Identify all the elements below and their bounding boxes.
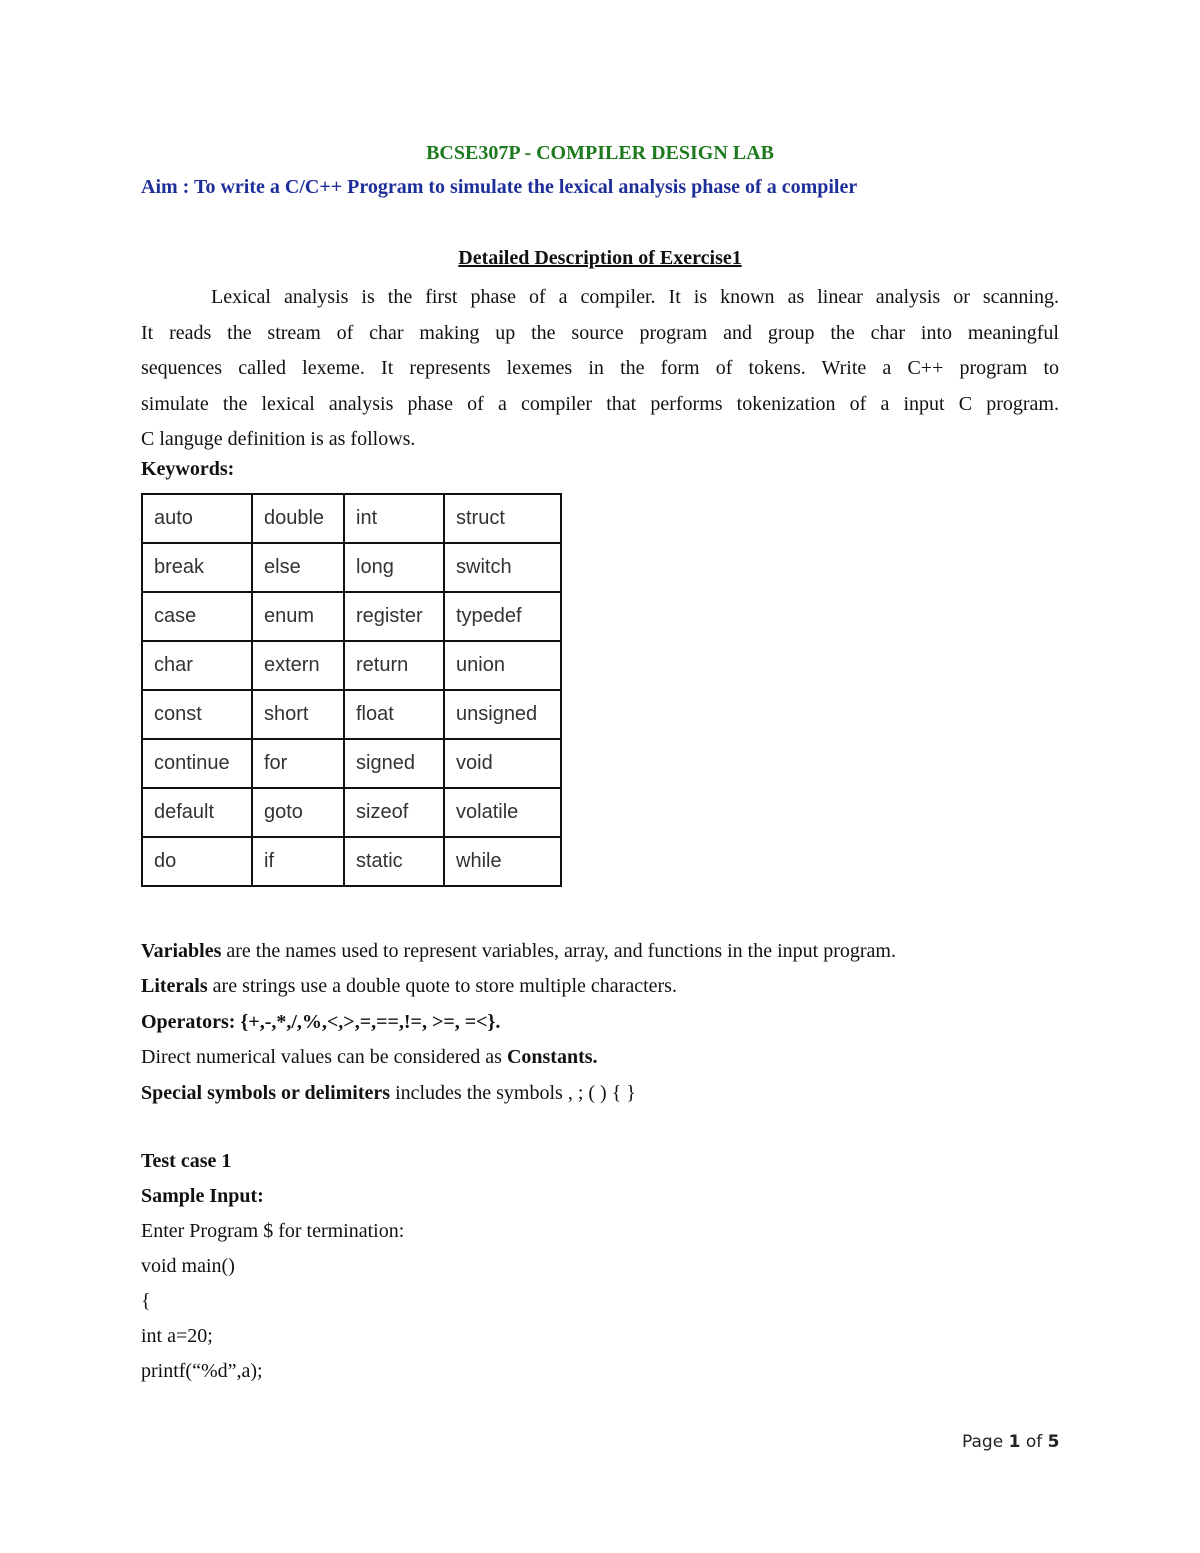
keyword-cell: long <box>344 543 444 592</box>
keyword-cell: else <box>252 543 344 592</box>
description-line: It reads the stream of char making up the source program and group the char into meaningful <box>141 321 1059 344</box>
description-line: Lexical analysis is the first phase of a compiler. It is known as linear analysis or scanning. <box>211 286 1059 308</box>
definition-text: are strings use a double quote to store multiple characters. <box>207 975 677 997</box>
keyword-cell: struct <box>444 494 561 543</box>
description-line: C languge definition is as follows. <box>141 428 416 450</box>
keyword-cell: short <box>252 690 344 739</box>
table-row <box>142 592 561 641</box>
keyword-cell: signed <box>344 739 444 788</box>
page-number: 1 <box>1008 1432 1021 1452</box>
keyword-cell: if <box>252 837 344 886</box>
test-case-title: Test case 1 <box>141 1150 232 1172</box>
definition-term: Literals <box>141 975 208 997</box>
sample-input-label: Sample Input: <box>141 1185 264 1207</box>
keyword-cell: default <box>142 788 252 837</box>
table-row <box>142 739 561 788</box>
keyword-cell: unsigned <box>444 690 561 739</box>
keyword-cell: volatile <box>444 788 561 837</box>
keyword-cell: register <box>344 592 444 641</box>
keyword-cell: union <box>444 641 561 690</box>
sample-input-line: Enter Program $ for termination: <box>141 1220 405 1242</box>
definition-text: includes the symbols , ; ( ) { } <box>390 1082 636 1104</box>
keywords-heading: Keywords: <box>141 458 235 480</box>
keyword-cell: static <box>344 837 444 886</box>
keyword-cell: auto <box>142 494 252 543</box>
constants-definition <box>141 1040 1141 1076</box>
sample-input-line: printf(“%d”,a); <box>141 1360 263 1382</box>
table-row <box>142 641 561 690</box>
keyword-cell: void <box>444 739 561 788</box>
keyword-cell: switch <box>444 543 561 592</box>
variables-definition <box>141 934 1141 970</box>
table-row <box>142 543 561 592</box>
sample-input-line: { <box>141 1290 151 1312</box>
description-paragraph <box>141 280 1059 458</box>
definition-term: Variables <box>141 940 222 962</box>
keyword-cell: extern <box>252 641 344 690</box>
definition-text: are the names used to represent variables, array, and functions in the input program. <box>221 940 896 962</box>
keyword-cell: int <box>344 494 444 543</box>
keywords-table <box>141 493 562 887</box>
literals-definition <box>141 969 1141 1005</box>
keyword-cell: do <box>142 837 252 886</box>
keyword-cell: sizeof <box>344 788 444 837</box>
description-line: sequences called lexeme. It represents lexemes in the form of tokens. Write a C++ program to <box>141 357 1059 379</box>
table-row <box>142 788 561 837</box>
keyword-cell: enum <box>252 592 344 641</box>
table-row <box>142 494 561 543</box>
sample-input-line: void main() <box>141 1255 235 1277</box>
aim-statement: Aim : To write a C/C++ Program to simulate the lexical analysis phase of a compiler <box>141 176 858 198</box>
keyword-cell: case <box>142 592 252 641</box>
sample-input-line: int a=20; <box>141 1325 213 1347</box>
table-row <box>142 690 561 739</box>
total-pages: 5 <box>1047 1432 1060 1452</box>
page-word: Page <box>962 1432 1004 1452</box>
keyword-cell: typedef <box>444 592 561 641</box>
keyword-cell: double <box>252 494 344 543</box>
definition-text: Direct numerical values can be considered as <box>141 1046 507 1068</box>
keyword-cell: return <box>344 641 444 690</box>
keyword-cell: float <box>344 690 444 739</box>
table-row <box>142 837 561 886</box>
keyword-cell: for <box>252 739 344 788</box>
keyword-cell: while <box>444 837 561 886</box>
keyword-cell: char <box>142 641 252 690</box>
page-footer <box>962 1432 1059 1452</box>
definition-term: Special symbols or delimiters <box>141 1082 391 1104</box>
description-line: simulate the lexical analysis phase of a compiler that performs tokenization of a input C program. <box>141 392 1059 415</box>
definition-term: Constants. <box>506 1046 598 1068</box>
course-title: BCSE307P - COMPILER DESIGN LAB <box>426 142 774 164</box>
operators-definition <box>141 1005 1141 1041</box>
delimiters-definition <box>141 1076 1141 1112</box>
of-word: of <box>1025 1432 1043 1452</box>
keyword-cell: goto <box>252 788 344 837</box>
keyword-cell: const <box>142 690 252 739</box>
definition-term: Operators: {+,-,*,/,%,<,>,=,==,!=, >=, =<}. <box>141 1011 501 1033</box>
keyword-cell: continue <box>142 739 252 788</box>
keyword-cell: break <box>142 543 252 592</box>
section-heading: Detailed Description of Exercise1 <box>458 247 742 269</box>
